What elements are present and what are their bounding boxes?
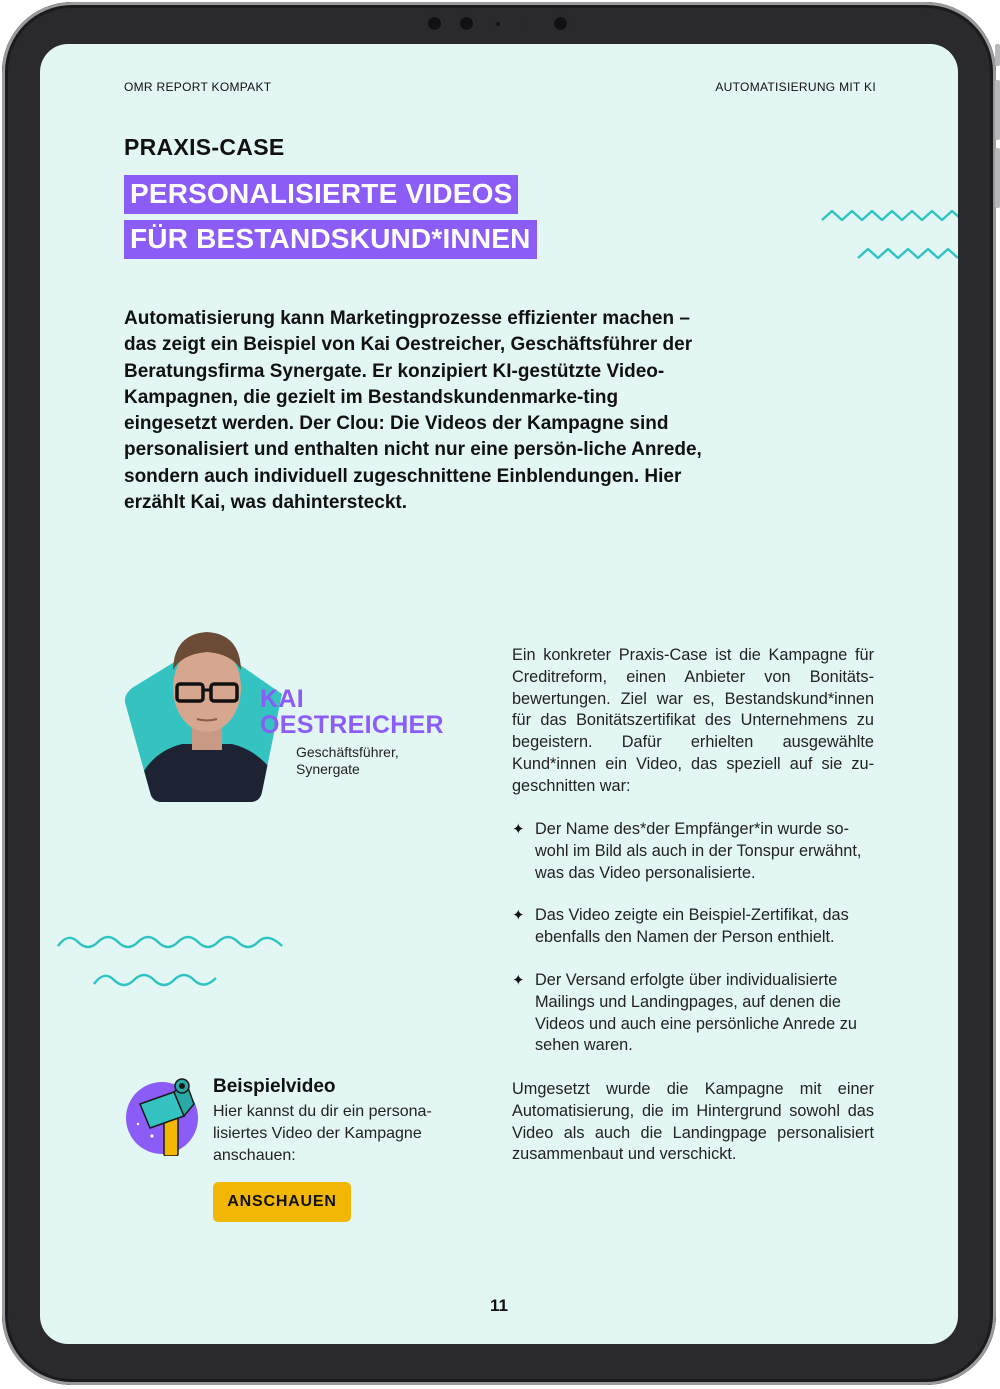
video-camera-icon <box>124 1074 204 1156</box>
wave-decoration-icon <box>56 928 286 990</box>
volume-up-button <box>995 80 1000 140</box>
camera-lens-icon <box>552 15 569 32</box>
lead-paragraph: Automatisierung kann Marketingprozesse effizienter machen – das zeigt ein Beispiel von Kai Oestreicher, Geschäftsführer der Beratungsfirma Synergate. Er konzipiert KI-gestützte Video-Kampagnen, die gezielt im Bestandskundenmarke-ting eingesetzt werden. Der Clou: Die Videos der Kampagne sind personalisiert und enthalten nicht nur eine persön-liche Anrede, sondern auch individuell zugeschnittene Einblendungen. Hier erzählt Kai, was dahintersteckt. <box>124 308 702 514</box>
page-title-line-1: PERSONALISIERTE VIDEOS <box>124 175 518 214</box>
video-title: Beispielvideo <box>213 1076 336 1097</box>
bullet-text: Das Video zeigte ein Beispiel-Zertifikat, das ebenfalls den Namen der Person enthielt. <box>535 906 849 946</box>
sparkle-icon: ✦ <box>512 907 525 924</box>
video-description: Hier kannst du dir ein persona-lisiertes Video der Kampagne anschauen: <box>213 1103 432 1164</box>
header-right: AUTOMATISIERUNG MIT KI <box>715 80 876 94</box>
sensor-icon <box>524 22 528 26</box>
body-outro: Umgesetzt wurde die Kampagne mit einer Automatisierung, die im Hintergrund sowohl das Video als auch die Landingpage personalisiert zusammenbaut und verschickt. <box>512 1080 874 1164</box>
sparkle-icon: ✦ <box>512 821 525 838</box>
sensor-icon <box>494 20 502 28</box>
wave-decoration-icon <box>820 202 958 268</box>
person-role <box>296 744 436 778</box>
body-intro: Ein konkreter Praxis-Case ist die Kampagne für Creditreform, einen Anbieter von Bonitäts-bewertungen. Ziel war es, Bestandskund*innen für das Bonitätszertifikat des Unternehmens zu begeistern. Dafür erhielten ausgewählte Kund*innen ein Video, das speziell auf sie zu-geschnitten war: <box>512 646 874 795</box>
power-button <box>995 44 1000 66</box>
person-name <box>260 686 444 738</box>
sparkle-icon: ✦ <box>512 972 525 989</box>
person-role-line-2: Synergate <box>296 761 360 777</box>
person-first-name: KAI <box>260 685 304 713</box>
section-kicker: PRAXIS-CASE <box>124 134 285 160</box>
volume-down-button <box>995 148 1000 208</box>
page-screen <box>40 44 958 1344</box>
bullet-text: Der Name des*der Empfänger*in wurde so-wohl im Bild als auch in der Tonspur erwähnt, was das Video personalisierte. <box>535 820 862 882</box>
page-title-line-2: FÜR BESTANDSKUND*INNEN <box>124 220 537 259</box>
header-left: OMR REPORT KOMPAKT <box>124 80 272 94</box>
person-last-name: OESTREICHER <box>260 711 444 739</box>
watch-video-button[interactable]: ANSCHAUEN <box>213 1182 351 1222</box>
camera-bar <box>420 12 580 34</box>
camera-lens-icon <box>426 15 443 32</box>
bullet-text: Der Versand erfolgte über individualisierte Mailings und Landingpages, auf denen die Videos und auch eine persönliche Anrede zu sehen waren. <box>535 971 857 1055</box>
person-role-line-1: Geschäftsführer, <box>296 744 399 760</box>
camera-lens-icon <box>458 15 475 32</box>
page-number: 11 <box>490 1296 508 1315</box>
